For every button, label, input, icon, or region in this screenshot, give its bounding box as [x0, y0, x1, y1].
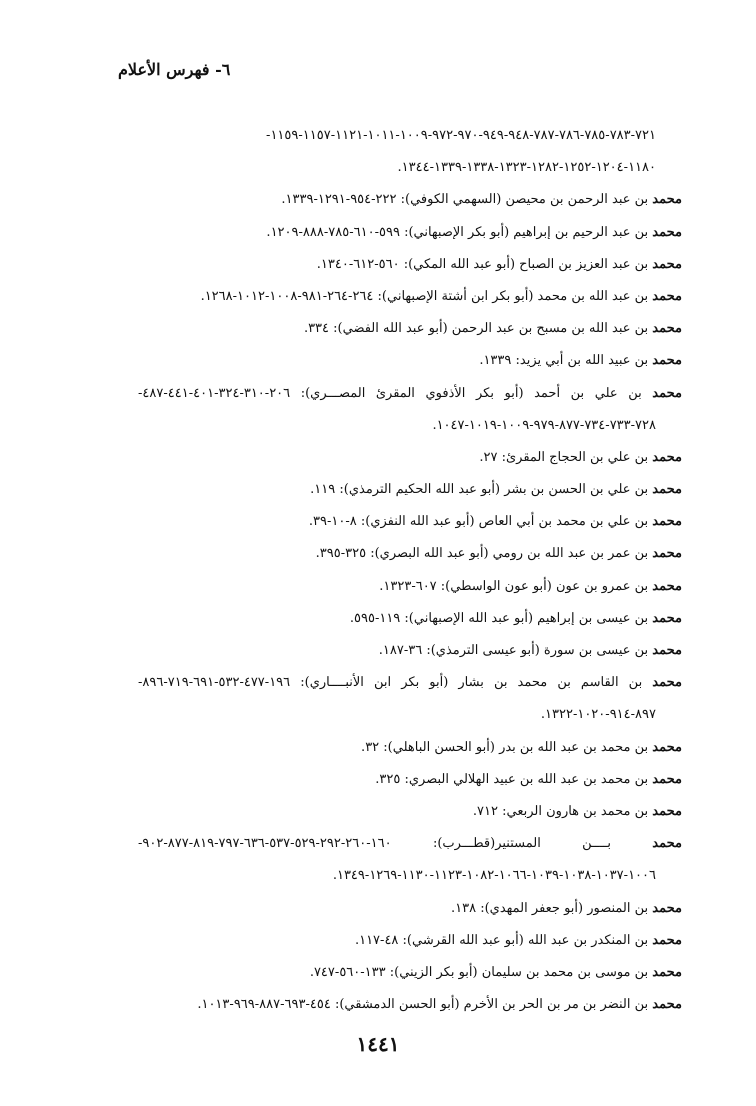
entry-line — [138, 927, 682, 959]
entry-text: بن عبد العزيز بن الصباح (أبو عبد الله المكي): ٥٦٠-٦١٢-١٣٤٠. — [316, 256, 653, 272]
entry-text: بن عبد الله بن مسبح بن عبد الرحمن (أبو عبد الله الفضي): ٣٣٤. — [303, 321, 653, 337]
entry-continuation-line — [138, 701, 682, 733]
entry-text: بن محمد بن عبد الله بن عبيد الهلالي البصري: ٣٢٥. — [375, 771, 653, 787]
entry-name: محمد — [652, 546, 682, 562]
entry-continuation-line — [138, 122, 682, 154]
index-entry — [138, 508, 682, 540]
index-entry — [138, 219, 682, 251]
entry-name: محمد — [652, 321, 682, 337]
entry-text: بن عمر بن عبد الله بن رومي (أبو عبد الله البصري): ٣٢٥-٣٩٥. — [315, 546, 653, 562]
entry-name: محمد — [652, 900, 682, 916]
entry-name: محمد — [652, 449, 682, 465]
entry-line — [138, 830, 682, 862]
index-entry — [138, 927, 682, 959]
entry-text: ٨٩٧-٩١٤-١٠٢٠-١٣٢٢. — [540, 707, 656, 723]
page-number: ١٤٤١ — [356, 1032, 400, 1056]
entry-name: محمد — [652, 643, 682, 658]
index-entry — [138, 766, 682, 798]
entry-name: محمد — [652, 771, 682, 787]
entry-text: بن عيسى بن سورة (أبو عيسى الترمذي): ٣٦-١٨٧. — [378, 643, 653, 658]
entry-text: بن عبد الرحيم بن إبراهيم (أبو بكر الإصبهاني): ٥٩٩-٦١٠-٧٨٥-٨٨٨-١٢٠٩. — [266, 224, 653, 240]
entry-text: بن القاسم بن محمد بن بشار (أبو بكر ابن الأنبــــاري): ١٩٦-٤٧٧-٥٣٢-٦٩١-٧١٩-٨٩٦- — [138, 675, 653, 691]
entry-text: بن المنكدر بن عبد الله (أبو عبد الله القرشي): ٤٨-١١٧. — [354, 932, 653, 948]
entry-line — [138, 540, 682, 572]
entry-line — [138, 959, 682, 991]
entry-line — [138, 991, 682, 1023]
entry-line — [138, 283, 682, 315]
entry-name: محمد — [652, 675, 682, 691]
entry-name: محمد — [652, 256, 682, 272]
entry-line — [138, 605, 682, 637]
entry-text: بــــن المستنير(قطـــرب): ١٦٠-٢٦٠-٢٩٢-٥٢٩-٥٣٧-٦٣٦-٧٩٧-٨١٩-٨٧٧-٩٠٢- — [138, 836, 653, 852]
index-entry — [138, 605, 682, 637]
entry-text: ٧٢٨-٧٣٣-٧٣٤-٨٧٧-٩٧٩-١٠٠٩-١٠١٩-١٠٤٧. — [432, 417, 656, 433]
index-entry — [138, 347, 682, 379]
entry-line — [138, 798, 682, 830]
entry-line — [138, 669, 682, 701]
index-entry — [138, 444, 682, 476]
entry-line — [138, 219, 682, 251]
entry-line — [138, 637, 682, 669]
entry-text: بن علي بن محمد بن أبي العاص (أبو عبد الله النفزي): ٨-١٠-٣٩. — [308, 514, 653, 530]
entry-line — [138, 766, 682, 798]
entry-continuation-line — [138, 412, 682, 444]
entry-name: محمد — [652, 482, 682, 498]
entry-text: بن عيسى بن إبراهيم (أبو عبد الله الإصبهاني): ١١٩-٥٩٥. — [349, 610, 653, 626]
entry-name: محمد — [652, 932, 682, 948]
entry-name: محمد — [652, 385, 682, 401]
entry-name: محمد — [652, 578, 682, 594]
index-entry — [138, 283, 682, 315]
entry-name: محمد — [652, 192, 682, 208]
entry-text: بن عبيد الله بن أبي يزيد: ١٣٣٩. — [479, 353, 653, 369]
index-entry — [138, 959, 682, 991]
entry-text: بن عمرو بن عون (أبو عون الواسطي): ٦٠٧-١٣٢٣. — [379, 578, 653, 594]
entry-line — [138, 315, 682, 347]
entry-name: محمد — [652, 997, 682, 1013]
index-entries — [0, 122, 756, 1023]
entry-name: محمد — [652, 803, 682, 819]
entry-text: بن المنصور (أبو جعفر المهدي): ١٣٨. — [451, 900, 653, 916]
entry-text: بن عبد الرحمن بن محيصن (السهمي الكوفي): ٢٢٢-٩٥٤-١٢٩١-١٣٣٩. — [281, 192, 653, 208]
entry-name: محمد — [652, 739, 682, 755]
index-entry — [138, 251, 682, 283]
index-entry — [138, 830, 682, 894]
index-entry — [138, 380, 682, 444]
entry-text: بن موسى بن محمد بن سليمان (أبو بكر الزيني): ١٣٣-٥٦٠-٧٤٧. — [309, 964, 653, 980]
entry-text: بن النضر بن مر بن الحر بن الأخرم (أبو الحسن الدمشقي): ٤٥٤-٦٩٣-٨٨٧-٩٦٩-١٠١٣. — [197, 997, 653, 1013]
index-entry — [138, 637, 682, 669]
entry-line — [138, 347, 682, 379]
index-entry — [138, 540, 682, 572]
running-header: ٦- فهرس الأعلام — [118, 60, 231, 79]
entry-name: محمد — [652, 353, 682, 369]
index-entry — [138, 186, 682, 218]
entry-name: محمد — [652, 964, 682, 980]
index-entry — [138, 734, 682, 766]
entry-name: محمد — [652, 610, 682, 626]
entry-name: محمد — [652, 224, 682, 240]
entry-line — [138, 895, 682, 927]
entry-text: ١٠٠٦-١٠٣٧-١٠٣٨-١٠٣٩-١٠٦٦-١٠٨٢-١١٢٣-١١٣٠-١٢٦٩-١٣٤٩. — [332, 868, 656, 884]
index-entry — [138, 573, 682, 605]
entry-name: محمد — [652, 836, 682, 852]
index-entry — [138, 895, 682, 927]
entry-continuation-line — [138, 154, 682, 186]
entry-continuation-line — [138, 862, 682, 894]
entry-line — [138, 251, 682, 283]
entry-text: بن علي بن الحسن بن بشر (أبو عبد الله الحكيم الترمذي): ١١٩. — [310, 482, 653, 498]
entry-text: ١١٨٠-١٢٠٤-١٢٥٢-١٢٨٢-١٣٢٣-١٣٣٨-١٣٣٩-١٣٤٤. — [397, 160, 656, 176]
index-entry — [138, 122, 682, 186]
entry-line — [138, 476, 682, 508]
entry-line — [138, 573, 682, 605]
entry-line — [138, 734, 682, 766]
entry-text: بن علي بن أحمد (أبو بكر الأذفوي المقرئ المصـــري): ٢٠٦-٣١٠-٣٢٤-٤٠١-٤٤١-٤٨٧- — [138, 385, 653, 401]
entry-text: بن محمد بن عبد الله بن بدر (أبو الحسن الباهلي): ٣٢. — [361, 739, 653, 755]
entry-text: بن عبد الله بن محمد (أبو بكر ابن أشتة الإصبهاني): ٢٦٤-٢٦٤-٩٨١-١٠٠٨-١٠١٢-١٢٦٨. — [200, 288, 653, 304]
index-entry — [138, 476, 682, 508]
index-entry — [138, 798, 682, 830]
index-entry — [138, 315, 682, 347]
entry-line — [138, 508, 682, 540]
entry-text: بن علي بن الحجاج المقرئ: ٢٧. — [479, 449, 653, 465]
index-entry — [138, 669, 682, 733]
entry-text: ٧٢١-٧٨٣-٧٨٥-٧٨٦-٧٨٧-٩٤٨-٩٤٩-٩٧٠-٩٧٢-١٠٠٩-١٠١١-١١٢١-١١٥٧-١١٥٩- — [266, 128, 656, 143]
entry-name: محمد — [652, 514, 682, 530]
entry-line — [138, 380, 682, 412]
entry-line — [138, 186, 682, 218]
entry-line — [138, 444, 682, 476]
entry-text: بن محمد بن هارون الربعي: ٧١٢. — [472, 803, 653, 819]
index-entry — [138, 991, 682, 1023]
entry-name: محمد — [652, 288, 682, 304]
